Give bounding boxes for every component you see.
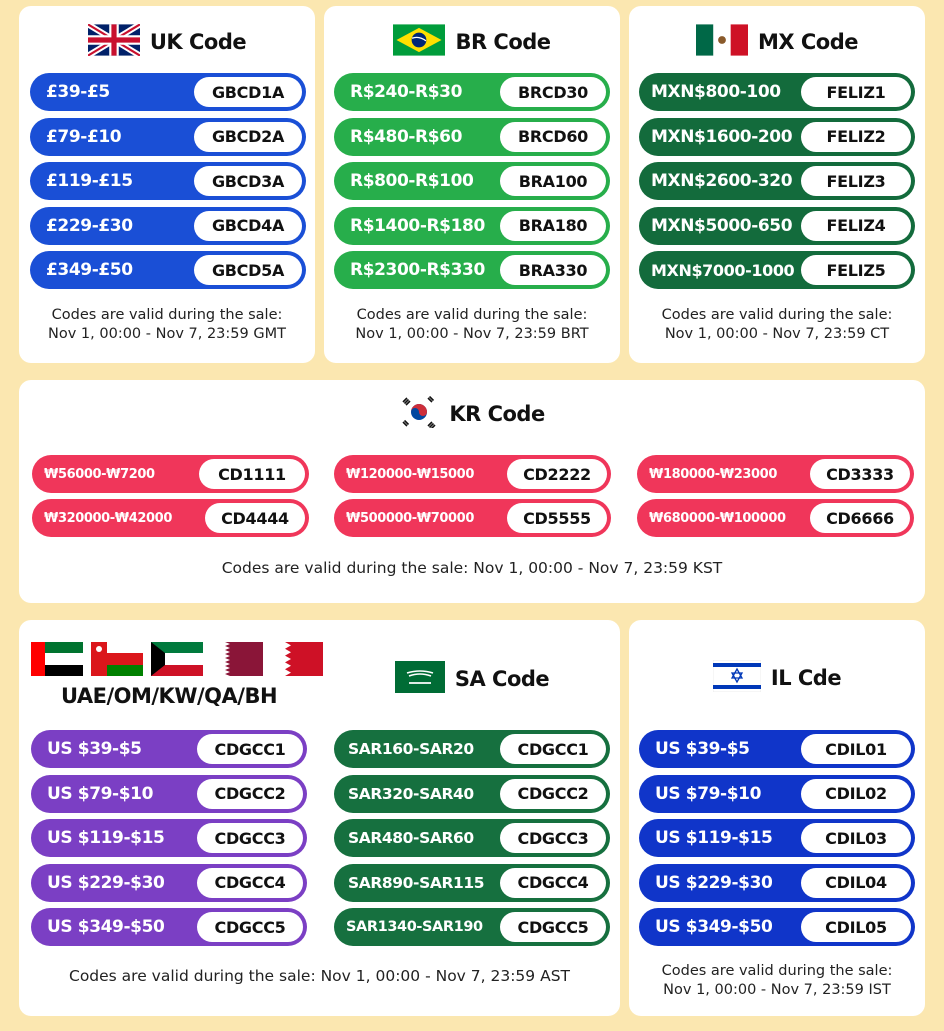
il-code-card	[629, 620, 925, 1016]
br-code-row-4	[334, 207, 610, 245]
mx-code-card	[629, 6, 925, 363]
il-code-1[interactable]: CDIL01	[801, 734, 911, 764]
mx-code-2[interactable]: FELIZ2	[801, 122, 911, 152]
il-title-text: IL Cde	[770, 666, 842, 690]
uk-range-1: £39-£5	[46, 82, 110, 102]
il-code-5[interactable]: CDIL05	[801, 912, 911, 942]
uk-code-5[interactable]: GBCD5A	[194, 255, 302, 285]
gcc-range-5: US $349-$50	[47, 917, 165, 937]
kr-range-2: ₩120000-₩15000	[346, 466, 474, 482]
uk-note-line-2: Nov 1, 00:00 - Nov 7, 23:59 GMT	[48, 326, 286, 342]
mx-code-row-5	[639, 251, 915, 289]
uk-code-row-2	[30, 118, 306, 156]
gcc-range-4: US $229-$30	[47, 872, 165, 893]
saudi-flag-icon	[395, 661, 445, 698]
kr-code-row-1	[32, 455, 309, 493]
gcc-code-row-3	[31, 819, 307, 857]
br-card-title	[324, 26, 620, 58]
uk-code-list	[30, 73, 306, 296]
kr-range-6: ₩680000-₩100000	[649, 510, 786, 526]
israel-flag-icon	[713, 660, 761, 697]
kr-range-3: ₩180000-₩23000	[649, 466, 777, 482]
br-code-row-2	[334, 118, 610, 156]
mx-code-3[interactable]: FELIZ3	[801, 166, 911, 196]
gcc-sa-validity-note: Codes are valid during the sale: Nov 1, 00:00 - Nov 7, 23:59 AST	[69, 967, 570, 985]
uk-code-row-5	[30, 251, 306, 289]
gcc-code-1[interactable]: CDGCC1	[197, 734, 303, 764]
mx-range-5: MXN$7000-1000	[651, 260, 795, 280]
kr-code-row-3	[637, 455, 914, 493]
br-range-1: R$240-R$30	[350, 82, 463, 102]
uk-code-4[interactable]: GBCD4A	[194, 211, 302, 241]
sa-code-row-4	[334, 864, 610, 902]
mx-code-list	[639, 73, 915, 296]
kr-range-5: ₩500000-₩70000	[346, 510, 474, 526]
mx-title-text: MX Code	[757, 30, 858, 54]
gcc-range-1: US $39-$5	[47, 739, 142, 759]
br-code-row-3	[334, 162, 610, 200]
brazil-flag-icon	[393, 24, 445, 61]
br-range-4: R$1400-R$180	[350, 215, 485, 236]
br-range-2: R$480-R$60	[350, 126, 463, 147]
sa-code-row-3	[334, 819, 610, 857]
gcc-code-row-4	[31, 864, 307, 902]
il-code-row-2	[639, 775, 915, 813]
sa-range-1: SAR160-SAR20	[348, 740, 474, 758]
gcc-range-2: US $79-$10	[47, 783, 153, 804]
il-validity-note	[629, 962, 925, 1000]
mx-validity-note	[629, 306, 925, 344]
uk-code-row-4	[30, 207, 306, 245]
kr-code-4[interactable]: CD4444	[205, 503, 305, 533]
gcc-code-5[interactable]: CDGCC5	[197, 912, 303, 942]
uk-code-row-1	[30, 73, 306, 111]
br-code-4[interactable]: BRA180	[500, 211, 606, 241]
gcc-code-list	[31, 730, 307, 953]
uk-range-4: £229-£30	[46, 215, 133, 236]
br-code-row-1	[334, 73, 610, 111]
sa-code-4[interactable]: CDGCC4	[500, 868, 606, 898]
kr-code-1[interactable]: CD1111	[199, 459, 305, 489]
il-code-3[interactable]: CDIL03	[801, 823, 911, 853]
mx-code-row-1	[639, 73, 915, 111]
kr-code-5[interactable]: CD5555	[507, 503, 607, 533]
mx-code-4[interactable]: FELIZ4	[801, 211, 911, 241]
sa-range-3: SAR480-SAR60	[348, 829, 474, 847]
kuwait-flag-icon	[151, 642, 203, 680]
gcc-code-row-5	[31, 908, 307, 946]
il-range-3: US $119-$15	[655, 828, 773, 848]
sa-card-title	[334, 662, 610, 696]
il-code-list	[639, 730, 915, 953]
gcc-range-3: US $119-$15	[47, 828, 165, 848]
kr-code-row-6	[637, 499, 914, 537]
br-title-text: BR Code	[455, 30, 551, 54]
br-code-5[interactable]: BRA330	[500, 255, 606, 285]
uk-range-5: £349-£50	[46, 260, 133, 280]
il-code-2[interactable]: CDIL02	[801, 779, 911, 809]
uae-flag-icon	[31, 642, 83, 680]
kr-code-row-5	[334, 499, 611, 537]
korea-flag-icon	[399, 396, 439, 433]
uk-code-3[interactable]: GBCD3A	[194, 166, 302, 196]
gcc-code-4[interactable]: CDGCC4	[197, 868, 303, 898]
qatar-flag-icon	[211, 642, 263, 680]
mx-code-5[interactable]: FELIZ5	[801, 255, 911, 285]
sa-code-row-5	[334, 908, 610, 946]
mx-code-row-2	[639, 118, 915, 156]
sa-code-3[interactable]: CDGCC3	[500, 823, 606, 853]
gcc-code-row-2	[31, 775, 307, 813]
il-card-title	[629, 662, 925, 694]
uk-card-title	[19, 26, 315, 58]
br-code-2[interactable]: BRCD60	[500, 122, 606, 152]
uk-note-line-1: Codes are valid during the sale:	[51, 307, 283, 323]
il-code-4[interactable]: CDIL04	[801, 868, 911, 898]
kr-code-2[interactable]: CD2222	[507, 459, 607, 489]
sa-code-5[interactable]: CDGCC5	[500, 912, 606, 942]
mx-card-title	[629, 26, 925, 58]
sa-code-2[interactable]: CDGCC2	[500, 779, 606, 809]
sa-code-row-1	[334, 730, 610, 768]
uk-range-3: £119-£15	[46, 171, 133, 191]
kr-code-row-4	[32, 499, 309, 537]
il-range-5: US $349-$50	[655, 917, 773, 937]
br-validity-note	[324, 306, 620, 344]
mx-code-row-4	[639, 207, 915, 245]
gcc-code-2[interactable]: CDGCC2	[197, 779, 303, 809]
sa-title-text: SA Code	[454, 667, 550, 691]
il-note-line-1: Codes are valid during the sale:	[661, 963, 893, 979]
il-code-row-3	[639, 819, 915, 857]
mx-range-1: MXN$800-100	[651, 82, 781, 102]
mx-note-line-2: Nov 1, 00:00 - Nov 7, 23:59 CT	[664, 326, 890, 342]
mx-range-3: MXN$2600-320	[651, 171, 793, 191]
gcc-code-3[interactable]: CDGCC3	[197, 823, 303, 853]
sa-range-2: SAR320-SAR40	[348, 784, 474, 803]
br-range-5: R$2300-R$330	[350, 260, 485, 280]
sa-code-list	[334, 730, 610, 953]
bahrain-flag-icon	[271, 642, 323, 680]
sa-code-1[interactable]: CDGCC1	[500, 734, 606, 764]
sa-range-4: SAR890-SAR115	[348, 873, 485, 892]
mx-range-2: MXN$1600-200	[651, 126, 793, 147]
uk-validity-note	[19, 306, 315, 344]
uk-code-2[interactable]: GBCD2A	[194, 122, 302, 152]
br-code-1[interactable]: BRCD30	[500, 77, 606, 107]
kr-code-card	[19, 380, 925, 603]
kr-card-title	[19, 398, 925, 430]
gcc-sa-code-card	[19, 620, 620, 1016]
br-note-line-2: Nov 1, 00:00 - Nov 7, 23:59 BRT	[355, 326, 589, 342]
kr-code-3[interactable]: CD3333	[810, 459, 910, 489]
sa-code-row-2	[334, 775, 610, 813]
il-code-row-5	[639, 908, 915, 946]
br-code-card	[324, 6, 620, 363]
il-range-4: US $229-$30	[655, 872, 773, 893]
gcc-title: UAE/OM/KW/QA/BH	[60, 684, 278, 708]
uk-title-text: UK Code	[149, 30, 247, 54]
mx-note-line-1: Codes are valid during the sale:	[661, 307, 893, 323]
il-note-line-2: Nov 1, 00:00 - Nov 7, 23:59 IST	[663, 982, 891, 998]
uk-code-1[interactable]: GBCD1A	[194, 77, 302, 107]
br-code-list	[334, 73, 610, 296]
kr-range-1: ₩56000-₩7200	[44, 466, 155, 482]
br-code-3[interactable]: BRA100	[500, 166, 606, 196]
il-range-2: US $79-$10	[655, 783, 761, 804]
mexico-flag-icon	[696, 24, 748, 61]
mx-range-4: MXN$5000-650	[651, 215, 793, 236]
br-code-row-5	[334, 251, 610, 289]
mx-code-row-3	[639, 162, 915, 200]
il-code-row-4	[639, 864, 915, 902]
uk-code-card	[19, 6, 315, 363]
kr-code-6[interactable]: CD6666	[810, 503, 910, 533]
il-range-1: US $39-$5	[655, 739, 750, 759]
uk-range-2: £79-£10	[46, 126, 122, 147]
oman-flag-icon	[91, 642, 143, 680]
br-note-line-1: Codes are valid during the sale:	[356, 307, 588, 323]
kr-validity-note: Codes are valid during the sale: Nov 1, 00:00 - Nov 7, 23:59 KST	[221, 559, 723, 577]
mx-code-1[interactable]: FELIZ1	[801, 77, 911, 107]
il-code-row-1	[639, 730, 915, 768]
kr-range-4: ₩320000-₩42000	[44, 510, 172, 526]
sa-range-5: SAR1340-SAR190	[346, 919, 483, 935]
uk-flag-icon	[88, 24, 140, 61]
gcc-flag-row	[31, 642, 323, 680]
br-range-3: R$800-R$100	[350, 171, 474, 191]
kr-code-row-2	[334, 455, 611, 493]
gcc-code-row-1	[31, 730, 307, 768]
kr-title-text: KR Code	[449, 402, 545, 426]
uk-code-row-3	[30, 162, 306, 200]
